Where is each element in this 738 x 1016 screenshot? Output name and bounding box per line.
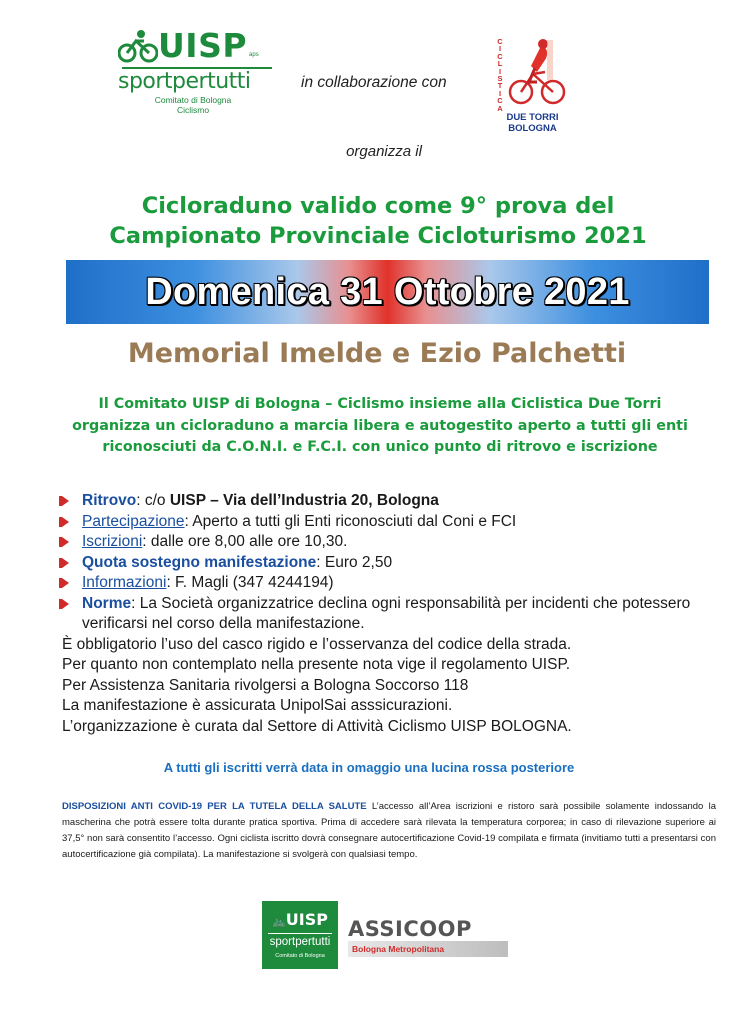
covid-notice: [62, 799, 716, 863]
uisp-cyclist-icon: [118, 29, 158, 63]
note-assicurazione: La manifestazione è assicurata UnipolSai asssicurazioni.: [62, 697, 453, 714]
memorial-title: Memorial Imelde e Ezio Palchetti: [127, 338, 627, 369]
due-torri-vertical-letter: S: [497, 74, 503, 84]
cyclist-figure-icon: [507, 38, 569, 110]
due-torri-vertical-letter: C: [497, 96, 503, 106]
assicoop-word-part2: COOP: [403, 917, 472, 941]
due-torri-name-line1: DUE TORRI: [506, 112, 559, 123]
due-torri-logo: [495, 34, 570, 138]
event-title: [0, 191, 738, 251]
note-assistenza: Per Assistenza Sanitaria rivolgersi a Bologna Soccorso 118: [62, 676, 469, 694]
due-torri-name: [495, 112, 570, 134]
collaboration-text: in collaborazione con: [301, 74, 447, 91]
due-torri-vertical-letter: I: [498, 66, 502, 76]
due-torri-name-line2: BOLOGNA: [508, 123, 557, 134]
date-banner-text: Domenica 31 Ottobre 2021: [145, 271, 630, 313]
label-norme: Norme: [82, 594, 132, 612]
bullet-arrow-icon: [62, 578, 69, 588]
note-regolamento: Per quanto non contemplato nella presente nota vige il regolamento UISP.: [62, 656, 571, 673]
uisp-logo-tagline: sportpertutti: [118, 69, 251, 94]
event-title-line1: Cicloraduno valido come 9° prova del: [141, 193, 615, 219]
uisp-logo-section: Ciclismo: [176, 105, 210, 115]
due-torri-vertical-text: [495, 38, 505, 112]
intro-line1: Il Comitato UISP di Bologna – Ciclismo insieme alla Ciclistica Due Torri: [98, 396, 662, 412]
list-item-iscrizioni: [62, 532, 722, 553]
bullet-arrow-icon: [62, 599, 69, 609]
bullet-arrow-icon: [62, 558, 69, 568]
due-torri-vertical-letter: C: [497, 51, 503, 61]
assicoop-word-part1: ASSI: [348, 917, 404, 941]
label-quota: Quota sostegno manifestazione: [82, 553, 317, 571]
footer-uisp-name: UISP: [285, 910, 328, 929]
covid-notice-text: L’accesso all’Area iscrizioni e ristoro sarà possibile solamente indossando la mascherina che potrà essere tolta durante pratica sportiva. Prima di accedere sarà rilevata la temperatura corporea; in caso di rilevazione superiore ai 37,5° non sarà consentito l’accesso. Ogni ciclista iscritto dovrà consegnare autocertificazione Covid-19 compilata e firmata (invitiamo tutti a presentarsi con autocertificazione già compilata). La manifestazione si svolgerà con qualsiasi tempo.: [62, 801, 716, 860]
assicoop-logo: [348, 917, 510, 957]
details-section: [62, 491, 722, 737]
event-title-line2: Campionato Provinciale Cicloturismo 2021: [109, 223, 647, 249]
uisp-logo-committee: Comitato di Bologna: [154, 95, 232, 105]
uisp-cyclist-icon: 🚲: [272, 915, 286, 928]
footer-uisp-tagline: sportpertutti: [269, 936, 331, 948]
due-torri-vertical-letter: L: [497, 59, 503, 69]
due-torri-vertical-letter: C: [497, 37, 503, 46]
label-informazioni: Informazioni: [82, 574, 167, 591]
value-informazioni: : F. Magli (347 4244194): [166, 574, 334, 591]
label-ritrovo: Ritrovo: [82, 492, 137, 509]
value-ritrovo-address: UISP – Via dell’Industria 20, Bologna: [169, 492, 439, 509]
due-torri-vertical-letter: I: [498, 88, 502, 98]
note-casco: È obbligatorio l’uso del casco rigido e l’osservanza del codice della strada.: [62, 635, 572, 653]
list-item-ritrovo: [62, 491, 722, 512]
footer-uisp-word: [262, 911, 338, 931]
value-partecipazione: : Aperto a tutti gli Enti riconosciuti dal Coni e FCI: [184, 512, 517, 530]
assicoop-word: [348, 917, 510, 941]
due-torri-vertical-letter: T: [497, 81, 503, 91]
gift-notice: A tutti gli iscritti verrà data in omaggio una lucina rossa posteriore: [163, 760, 575, 775]
uisp-logo-aps: aps: [249, 52, 259, 58]
label-iscrizioni: Iscrizioni: [82, 533, 143, 550]
list-item-norme: [62, 594, 722, 635]
bullet-arrow-icon: [62, 496, 69, 506]
footer-uisp-logo: [262, 901, 338, 969]
footer-uisp-divider: [268, 933, 332, 934]
value-iscrizioni: : dalle ore 8,00 alle ore 10,30.: [142, 533, 348, 550]
uisp-logo-word: UISP: [158, 26, 248, 65]
assicoop-sub: Bologna Metropolitana: [352, 944, 445, 954]
intro-paragraph: [0, 394, 738, 459]
uisp-logo: [118, 28, 280, 136]
date-banner: [66, 260, 709, 324]
note-organizzazione: L’organizzazione è curata dal Settore di Attività Ciclismo UISP BOLOGNA.: [62, 717, 572, 735]
organizza-text: organizza il: [346, 143, 422, 160]
due-torri-vertical-letter: I: [498, 44, 502, 54]
list-item-partecipazione: [62, 512, 722, 533]
value-quota: : Euro 2,50: [316, 553, 393, 571]
label-partecipazione: Partecipazione: [82, 512, 185, 530]
bullet-arrow-icon: [62, 537, 69, 547]
intro-line2: organizza un cicloraduno a marcia libera e autogestito aperto a tutti gli enti: [72, 417, 688, 434]
due-torri-vertical-letter: A: [497, 103, 503, 113]
list-item-informazioni: [62, 573, 722, 594]
value-ritrovo-prefix: : c/o: [136, 492, 170, 509]
list-item-quota: [62, 553, 722, 574]
bullet-arrow-icon: [62, 517, 69, 527]
footer-uisp-committee: Comitato di Bologna: [275, 953, 325, 959]
intro-line3: riconosciuti da C.O.N.I. e F.C.I. con unico punto di ritrovo e iscrizione: [102, 439, 658, 455]
value-norme: : La Società organizzatrice declina ogni responsabilità per incidenti che potessero verificarsi nel corso della manifestazione.: [82, 594, 691, 632]
covid-notice-title: DISPOSIZIONI ANTI COVID-19 PER LA TUTELA DELLA SALUTE: [62, 801, 367, 812]
